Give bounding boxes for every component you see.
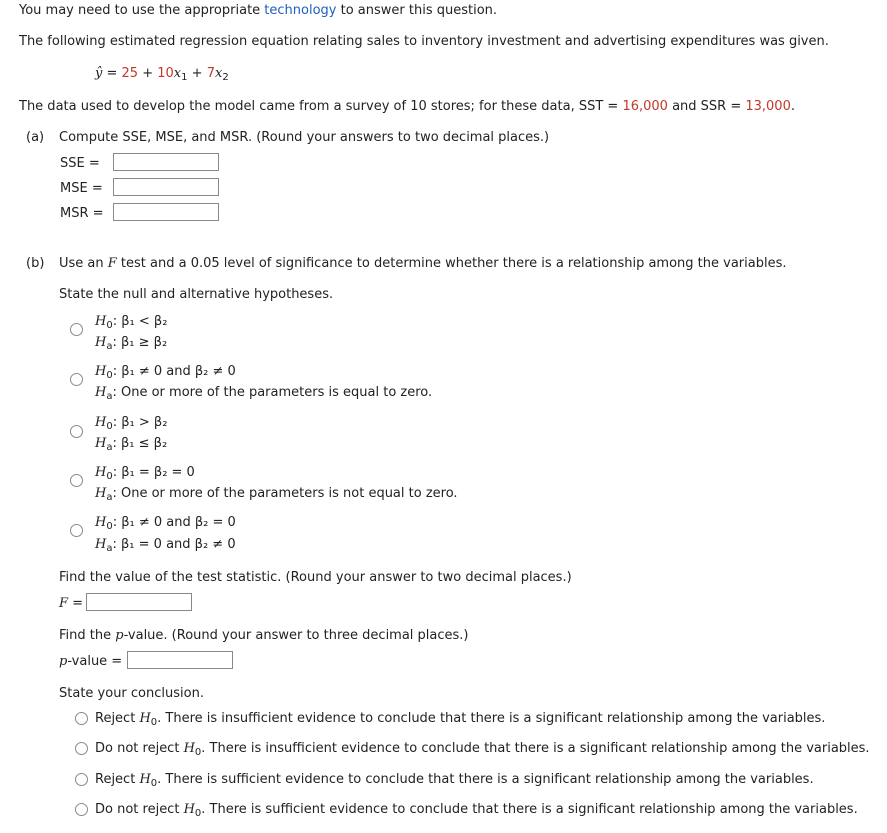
mse-input[interactable] [113,178,219,196]
intro-text: to answer this question. [336,3,498,18]
hypothesis-2-h0: $H_0$: β₁ ≠ 0 and β₂ ≠ 0 [95,364,236,381]
part-a-label: (a) [26,130,45,145]
f-label: F = [59,596,84,611]
plus-sign: + [138,66,158,81]
hypothesis-1-h0: $H_0$: β₁ < β₂ [95,314,168,331]
hypothesis-2-ha: $H_a$: One or more of the parameters is equal to zero. [95,385,433,402]
ssr-value: 13,000 [745,99,791,114]
sse-label: SSE = [60,156,100,171]
coef-b2: 7 [206,66,215,81]
mse-label: MSE = [60,181,103,196]
conclusion-2-text: Do not reject $H_0$. There is insufficient evidence to conclude that there is a significant relationship among the variables. [95,741,870,758]
test-statistic-prompt: Find the value of the test statistic. (Round your answer to two decimal places.) [59,570,572,585]
sst-value: 16,000 [622,99,668,114]
part-b-label: (b) [26,256,45,271]
subscript: 2 [222,72,229,83]
conclusion-1-text: Reject $H_0$. There is insufficient evidence to conclude that there is a significant relationship among the variables. [95,711,826,728]
intro-text: . [790,99,795,114]
hypothesis-radio-2[interactable] [70,373,83,386]
hypothesis-4-h0: $H_0$: β₁ = β₂ = 0 [95,465,195,482]
hypothesis-radio-5[interactable] [70,524,83,537]
intro-text: The data used to develop the model came from a survey of 10 stores; for these data, SST = [19,99,623,114]
plus-sign: + [187,66,207,81]
msr-label: MSR = [60,206,104,221]
technology-link[interactable]: technology [264,3,337,18]
hypotheses-prompt: State the null and alternative hypotheses. [59,287,334,302]
conclusion-3-text: Reject $H_0$. There is sufficient evidence to conclude that there is a significant relationship among the variables. [95,772,814,789]
hypothesis-1-ha: $H_a$: β₁ ≥ β₂ [95,335,168,352]
coef-b0: 25 [121,66,139,81]
f-symbol: F [107,256,117,271]
sse-input[interactable] [113,153,219,171]
pvalue-prompt: Find the p-value. (Round your answer to three decimal places.) [59,628,469,643]
pvalue-input[interactable] [127,651,233,669]
hypothesis-4-ha: $H_a$: One or more of the parameters is not equal to zero. [95,486,458,503]
hypothesis-3-ha: $H_a$: β₁ ≤ β₂ [95,436,168,453]
part-b-prompt: Use an F test and a 0.05 level of significance to determine whether there is a relationship among the variables. [59,256,787,271]
coef-b1: 10 [157,66,174,81]
conclusion-radio-2[interactable] [75,742,88,755]
hypothesis-radio-3[interactable] [70,425,83,438]
regression-equation [95,66,229,81]
part-a-prompt: Compute SSE, MSE, and MSR. (Round your answers to two decimal places.) [59,130,550,145]
hypothesis-5-h0: $H_0$: β₁ ≠ 0 and β₂ = 0 [95,515,236,532]
hypothesis-radio-4[interactable] [70,474,83,487]
var-x1: x [173,66,182,81]
msr-input[interactable] [113,203,219,221]
conclusion-prompt: State your conclusion. [59,686,204,701]
intro-text: You may need to use the appropriate [19,3,265,18]
intro-line-2: The following estimated regression equation relating sales to inventory investment and advertising expenditures was given. [19,34,829,49]
f-input[interactable] [86,593,192,611]
conclusion-radio-1[interactable] [75,712,88,725]
subscript: 1 [181,72,188,83]
intro-line-1 [19,3,497,18]
hypothesis-radio-1[interactable] [70,323,83,336]
var-x2: x [214,66,223,81]
y-hat: ŷ [95,66,103,81]
hypothesis-5-ha: $H_a$: β₁ = 0 and β₂ ≠ 0 [95,537,236,554]
hypothesis-3-h0: $H_0$: β₁ > β₂ [95,415,168,432]
intro-text: and SSR = [667,99,746,114]
conclusion-radio-4[interactable] [75,803,88,816]
conclusion-radio-3[interactable] [75,773,88,786]
pvalue-label: p-value = [59,654,123,669]
conclusion-4-text: Do not reject $H_0$. There is sufficient evidence to conclude that there is a significant relationship among the variables. [95,802,858,819]
intro-line-3 [19,99,795,114]
equals-sign: = [102,66,122,81]
